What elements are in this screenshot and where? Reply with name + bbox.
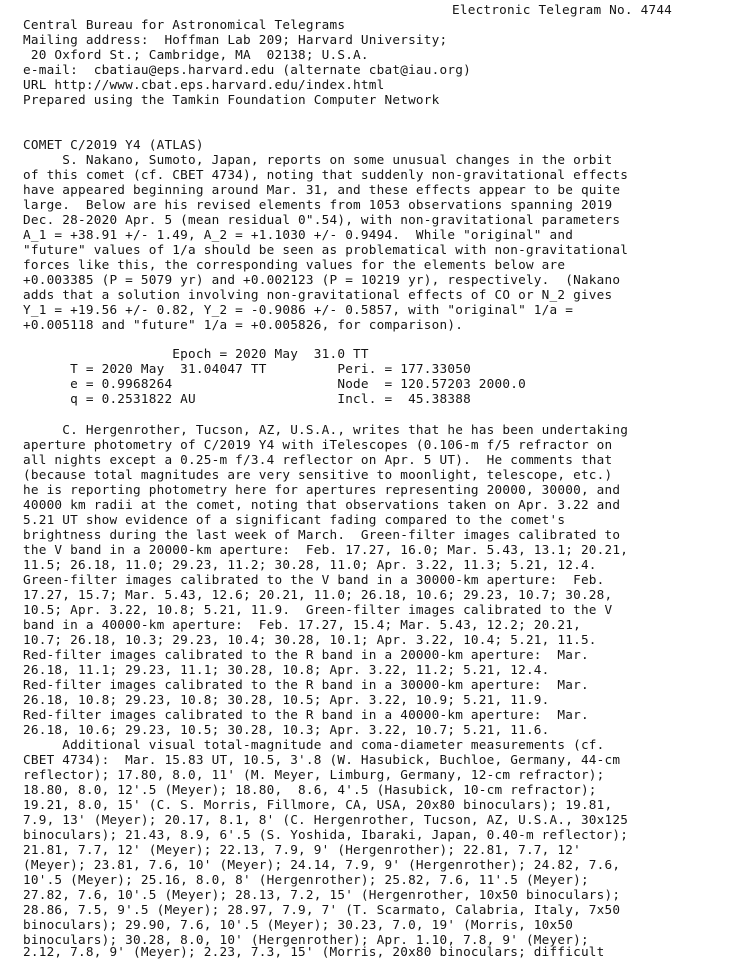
visual-measurements-line: 10'.5 (Meyer); 25.16, 8.0, 8' (Hergenrother); 25.82, 7.6, 11'.5 (Meyer); [23,872,589,887]
nakano-paragraph-line: adds that a solution involving non-gravitational effects of CO or N_2 gives [23,287,613,302]
hergenrother-paragraph-line: 10.7; 26.18, 10.3; 29.23, 10.4; 30.28, 10.1; Apr. 3.22, 10.4; 5.21, 11.5. [23,632,597,647]
nakano-paragraph-line: forces like this, the corresponding values for the elements below are [23,257,566,272]
visual-measurements-line: 27.82, 7.6, 10'.5 (Meyer); 28.13, 7.2, 15' (Hergenrother, 10x50 binoculars); [23,887,621,902]
orbital-elements-line: Epoch = 2020 May 31.0 TT [23,346,369,361]
visual-measurements-line: 19.21, 8.0, 15' (C. S. Morris, Fillmore, CA, USA, 20x80 binoculars); 19.81, [23,797,613,812]
masthead-line: Prepared using the Tamkin Foundation Computer Network [23,92,440,107]
visual-measurements-line: reflector); 17.80, 8.0, 11' (M. Meyer, Limburg, Germany, 12-cm refractor); [23,767,605,782]
hergenrother-paragraph-line: aperture photometry of C/2019 Y4 with iTelescopes (0.106-m f/5 refractor on [23,437,613,452]
hergenrother-paragraph-line: he is reporting photometry here for apertures representing 20000, 30000, and [23,482,621,497]
masthead-line: 20 Oxford St.; Cambridge, MA 02138; U.S.A. [23,47,369,62]
hergenrother-paragraph-line: all nights except a 0.25-m f/3.4 reflector on Apr. 5 UT). He comments that [23,452,613,467]
nakano-paragraph-line: Y_1 = +19.56 +/- 0.82, Y_2 = -0.9086 +/- 0.5857, with "original" 1/a = [23,302,574,317]
nakano-paragraph-line: large. Below are his revised elements from 1053 observations spanning 2019 [23,197,613,212]
visual-measurements-line: 21.81, 7.7, 12' (Meyer); 22.13, 7.9, 9' (Hergenrother); 22.81, 7.7, 12' [23,842,581,857]
visual-measurements-line: 18.80, 8.0, 12'.5 (Meyer); 18.80, 8.6, 4'.5 (Hasubick, 10-cm refractor); [23,782,597,797]
nakano-paragraph-line: Dec. 28-2020 Apr. 5 (mean residual 0".54), with non-gravitational parameters [23,212,621,227]
hergenrother-paragraph-line: 17.27, 15.7; Mar. 5.43, 12.6; 20.21, 11.0; 26.18, 10.6; 29.23, 10.7; 30.28, [23,587,613,602]
nakano-paragraph-line: "future" values of 1/a should be seen as problematical with non-gravitational [23,242,629,257]
visual-measurements-line: 2.12, 7.8, 9' (Meyer); 2.23, 7.3, 15' (Morris, 20x80 binoculars; difficult [23,944,605,959]
masthead-line: Central Bureau for Astronomical Telegrams [23,17,346,32]
hergenrother-paragraph-line: 26.18, 11.1; 29.23, 11.1; 30.28, 10.8; Apr. 3.22, 11.2; 5.21, 12.4. [23,662,550,677]
hergenrother-paragraph-line: Red-filter images calibrated to the R band in a 30000-km aperture: Mar. [23,677,589,692]
hergenrother-paragraph-line: brightness during the last week of March. Green-filter images calibrated to [23,527,621,542]
comet-title: COMET C/2019 Y4 (ATLAS) [23,137,204,152]
orbital-elements-line: q = 0.2531822 AU Incl. = 45.38388 [23,391,471,406]
hergenrother-paragraph-line: Red-filter images calibrated to the R band in a 40000-km aperture: Mar. [23,707,589,722]
visual-measurements-line: binoculars); 30.28, 8.0, 10' (Hergenrother); Apr. 1.10, 7.8, 9' (Meyer); [23,932,589,947]
nakano-paragraph-line: of this comet (cf. CBET 4734), noting that suddenly non-gravitational effects [23,167,629,182]
hergenrother-paragraph-line: Red-filter images calibrated to the R band in a 20000-km aperture: Mar. [23,647,589,662]
hergenrother-paragraph-line: C. Hergenrother, Tucson, AZ, U.S.A., writes that he has been undertaking [23,422,629,437]
visual-measurements-line: Additional visual total-magnitude and coma-diameter measurements (cf. [23,737,605,752]
visual-measurements-line: 28.86, 7.5, 9'.5 (Meyer); 28.97, 7.9, 7' (T. Scarmato, Calabria, Italy, 7x50 [23,902,621,917]
nakano-paragraph-line: +0.003385 (P = 5079 yr) and +0.002123 (P = 10219 yr), respectively. (Nakano [23,272,621,287]
masthead-line: Mailing address: Hoffman Lab 209; Harvard University; [23,32,448,47]
hergenrother-paragraph-line: band in a 40000-km aperture: Feb. 17.27, 15.4; Mar. 5.43, 12.2; 20.21, [23,617,581,632]
visual-measurements-line: 7.9, 13' (Meyer); 20.17, 8.1, 8' (C. Hergenrother, Tucson, AZ, U.S.A., 30x125 [23,812,629,827]
hergenrother-paragraph-line: Green-filter images calibrated to the V band in a 30000-km aperture: Feb. [23,572,605,587]
visual-measurements-line: binoculars); 21.43, 8.9, 6'.5 (S. Yoshida, Ibaraki, Japan, 0.40-m reflector); [23,827,629,842]
hergenrother-paragraph-line: (because total magnitudes are very sensitive to moonlight, telescope, etc.) [23,467,613,482]
nakano-paragraph-line: S. Nakano, Sumoto, Japan, reports on some unusual changes in the orbit [23,152,613,167]
visual-measurements-line: CBET 4734): Mar. 15.83 UT, 10.5, 3'.8 (W. Hasubick, Buchloe, Germany, 44-cm [23,752,621,767]
masthead-line: URL http://www.cbat.eps.harvard.edu/index.html [23,77,385,92]
hergenrother-paragraph-line: 26.18, 10.8; 29.23, 10.8; 30.28, 10.5; Apr. 3.22, 10.9; 5.21, 11.9. [23,692,550,707]
hergenrother-paragraph-line: the V band in a 20000-km aperture: Feb. 17.27, 16.0; Mar. 5.43, 13.1; 20.21, [23,542,629,557]
nakano-paragraph-line: have appeared beginning around Mar. 31, and these effects appear to be quite [23,182,621,197]
hergenrother-paragraph-line: 11.5; 26.18, 11.0; 29.23, 11.2; 30.28, 11.0; Apr. 3.22, 11.3; 5.21, 12.4. [23,557,597,572]
orbital-elements-line: T = 2020 May 31.04047 TT Peri. = 177.33050 [23,361,471,376]
telegram-number: Electronic Telegram No. 4744 [452,2,673,17]
orbital-elements-line: e = 0.9968264 Node = 120.57203 2000.0 [23,376,526,391]
nakano-paragraph-line: +0.005118 and "future" 1/a = +0.005826, for comparison). [23,317,464,332]
hergenrother-paragraph-line: 5.21 UT show evidence of a significant fading compared to the comet's [23,512,566,527]
hergenrother-paragraph-line: 26.18, 10.6; 29.23, 10.5; 30.28, 10.3; Apr. 3.22, 10.7; 5.21, 11.6. [23,722,550,737]
hergenrother-paragraph-line: 40000 km radii at the comet, noting that observations taken on Apr. 3.22 and [23,497,621,512]
hergenrother-paragraph-line: 10.5; Apr. 3.22, 10.8; 5.21, 11.9. Green-filter images calibrated to the V [23,602,613,617]
nakano-paragraph-line: A_1 = +38.91 +/- 1.49, A_2 = +1.1030 +/- 0.9494. While "original" and [23,227,574,242]
visual-measurements-line: binoculars); 29.90, 7.6, 10'.5 (Meyer); 30.23, 7.0, 19' (Morris, 10x50 [23,917,574,932]
visual-measurements-line: (Meyer); 23.81, 7.6, 10' (Meyer); 24.14, 7.9, 9' (Hergenrother); 24.82, 7.6, [23,857,621,872]
masthead-line: e-mail: cbatiau@eps.harvard.edu (alternate cbat@iau.org) [23,62,471,77]
